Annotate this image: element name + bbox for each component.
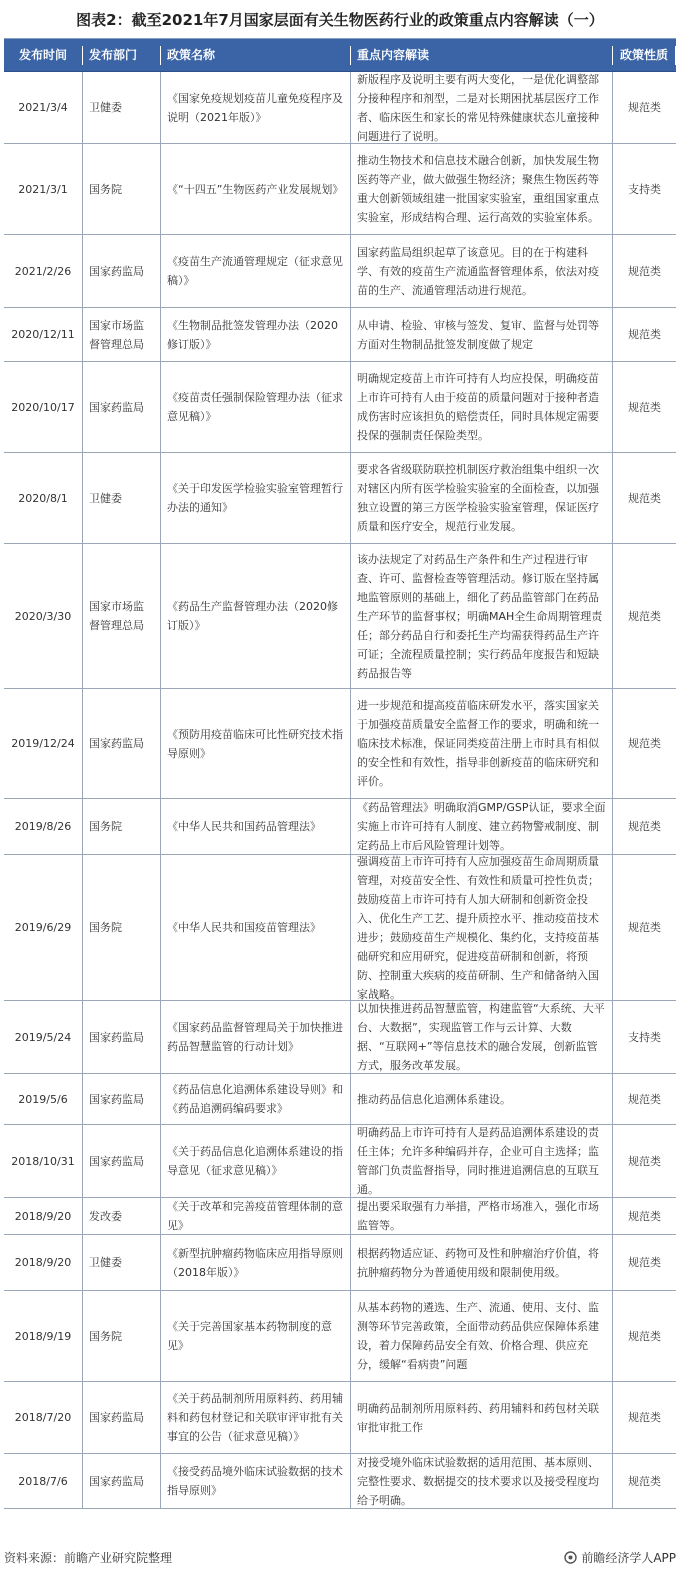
- cell-date: 2018/9/20: [4, 1235, 83, 1290]
- cell-date: 2019/8/26: [4, 799, 83, 854]
- table-row: [4, 453, 676, 544]
- header-date: 发布时间: [4, 46, 83, 65]
- cell-policy-name: 《预防用疫苗临床可比性研究技术指导原则》: [161, 689, 351, 798]
- cell-policy-name: 《关于改革和完善疫苗管理体制的意见》: [161, 1198, 351, 1234]
- cell-policy-type: 规范类: [628, 101, 661, 114]
- cell-date: 2021/2/26: [4, 235, 83, 307]
- cell-policy-name: 《国家免疫规划疫苗儿童免疫程序及说明（2021年版）》: [161, 72, 351, 143]
- table-row: [4, 362, 676, 453]
- cell-policy-name: 《药品信息化追溯体系建设导则》和《药品追溯码编码要求》: [161, 1074, 351, 1124]
- cell-dept: 国务院: [83, 1291, 161, 1381]
- cell-dept: 卫健委: [83, 453, 161, 543]
- cell-date: 2019/12/24: [4, 689, 83, 798]
- table-row: [4, 1235, 676, 1291]
- cell-policy-name: 《关于印发医学检验实验室管理暂行办法的通知》: [161, 453, 351, 543]
- footer: [4, 1544, 676, 1570]
- table-body: [4, 72, 676, 1509]
- cell-dept: 国家药监局: [83, 235, 161, 307]
- cell-content: 新版程序及说明主要有两大变化，一是优化调整部分接种程序和剂型，二是对长期困扰基层医疗工作者、临床医生和家长的常见特殊健康状态儿童接种问题进行了说明。: [351, 72, 613, 143]
- cell-date: 2018/7/6: [4, 1454, 83, 1508]
- table-row: [4, 1001, 676, 1074]
- cell-content: 要求各省级联防联控机制医疗救治组集中组织一次对辖区内所有医学检验实验室的全面检查，以加强独立设置的第三方医学检验实验室管理，保证医疗质量和医疗安全，规范行业发展。: [351, 453, 613, 543]
- brand-label: 前瞻经济学人APP: [581, 1550, 676, 1565]
- cell-content: 国家药监局组织起草了该意见。目的在于构建科学、有效的疫苗生产流通监督管理体系，依法对疫苗的生产、流通管理活动进行规范。: [351, 235, 613, 307]
- cell-dept: 国家药监局: [83, 1001, 161, 1073]
- cell-policy-type: 规范类: [628, 1154, 661, 1168]
- cell-policy-type: 规范类: [628, 820, 661, 833]
- cell-policy-type: 规范类: [628, 1256, 661, 1269]
- table-row: [4, 1125, 676, 1198]
- table-row: [4, 544, 676, 689]
- cell-policy-type: 规范类: [628, 737, 661, 750]
- header-type: 政策性质: [613, 46, 676, 65]
- cell-date: 2018/7/20: [4, 1382, 83, 1453]
- brand: [564, 1549, 676, 1566]
- cell-policy-type: 规范类: [628, 1329, 661, 1343]
- table-row: [4, 799, 676, 855]
- cell-content: 该办法规定了对药品生产条件和生产过程进行审查、许可、监督检查等管理活动。修订版在坚持属地监管原则的基础上，细化了药品监管部门在药品生产环节的监督事权；明确MAH全生命周期管理责任；部分药品自行和委托生产均需获得药品生产许可证；全流程质量控制；实行药品年度报告和短缺药品报告等: [351, 544, 613, 688]
- policy-table: [4, 38, 676, 1509]
- table-row: [4, 1382, 676, 1454]
- cell-dept: 卫健委: [83, 72, 161, 143]
- cell-date: 2019/5/24: [4, 1001, 83, 1073]
- cell-policy-type: 规范类: [628, 1411, 661, 1424]
- cell-policy-type: 规范类: [628, 1474, 661, 1488]
- cell-content: 明确药品上市许可持有人是药品追溯体系建设的责任主体；允许多种编码并存，企业可自主选择；监管部门负责监督指导，同时推进追溯信息的互联互通。: [351, 1125, 613, 1197]
- cell-content: 对接受境外临床试验数据的适用范围、基本原则、完整性要求、数据提交的技术要求以及接受程度均给予明确。: [351, 1454, 613, 1508]
- cell-policy-type: 支持类: [628, 1030, 661, 1044]
- cell-policy-name: 《“十四五”生物医药产业发展规划》: [161, 144, 351, 234]
- cell-dept: 国家市场监督管理总局: [83, 544, 161, 688]
- table-header-row: [4, 39, 676, 72]
- cell-policy-type: 规范类: [628, 400, 661, 414]
- cell-date: 2021/3/4: [4, 72, 83, 143]
- header-name: 政策名称: [161, 46, 351, 65]
- cell-content: 根据药物适应证、药物可及性和肿瘤治疗价值，将抗肿瘤药物分为普通使用级和限制使用级。: [351, 1235, 613, 1290]
- brand-logo-icon: [564, 1551, 577, 1564]
- cell-content: 明确规定疫苗上市许可持有人均应投保，明确疫苗上市许可持有人由于疫苗的质量问题对于接种者造成伤害时应该担负的赔偿责任，同时具体规定需要投保的强制责任保险类型。: [351, 362, 613, 452]
- cell-dept: 国家药监局: [83, 1125, 161, 1197]
- cell-policy-type: 规范类: [628, 1209, 661, 1223]
- table-row: [4, 689, 676, 799]
- cell-content: 从申请、检验、审核与签发、复审、监督与处罚等方面对生物制品批签发制度做了规定: [351, 308, 613, 361]
- cell-dept: 国家药监局: [83, 689, 161, 798]
- cell-content: 以加快推进药品智慧监管，构建监管“大系统、大平台、大数据”，实现监管工作与云计算、大数据、“互联网+”等信息技术的融合发展，创新监管方式，服务改革发展。: [351, 1001, 613, 1073]
- cell-policy-name: 《疫苗责任强制保险管理办法（征求意见稿）》: [161, 362, 351, 452]
- cell-date: 2018/9/19: [4, 1291, 83, 1381]
- cell-policy-name: 《中华人民共和国疫苗管理法》: [161, 855, 351, 1000]
- cell-policy-name: 《关于药品制剂所用原料药、药用辅料和药包材登记和关联审评审批有关事宜的公告（征求意见稿）》: [161, 1382, 351, 1453]
- cell-date: 2020/10/17: [4, 362, 83, 452]
- cell-content: 明确药品制剂所用原料药、药用辅料和药包材关联审批审批工作: [351, 1382, 613, 1453]
- cell-policy-type: 规范类: [628, 921, 661, 934]
- table-row: [4, 1291, 676, 1382]
- table-row: [4, 144, 676, 235]
- chart-title: 图表2：截至2021年7月国家层面有关生物医药行业的政策重点内容解读（一）: [76, 11, 604, 29]
- table-row: [4, 72, 676, 144]
- cell-dept: 国家药监局: [83, 1382, 161, 1453]
- header-content: 重点内容解读: [351, 46, 613, 65]
- cell-date: 2019/5/6: [4, 1074, 83, 1124]
- cell-content: 《药品管理法》明确取消GMP/GSP认证，要求全面实施上市许可持有人制度、建立药物警戒制度、制定药品上市后风险管理计划等。: [351, 799, 613, 854]
- cell-content: 提出要采取强有力举措，严格市场准入，强化市场监管等。: [351, 1198, 613, 1234]
- source-note: 资料来源：前瞻产业研究院整理: [4, 1550, 173, 1565]
- table-row: [4, 855, 676, 1001]
- cell-policy-name: 《疫苗生产流通管理规定（征求意见稿）》: [161, 235, 351, 307]
- cell-dept: 国家药监局: [83, 1454, 161, 1508]
- table-row: [4, 235, 676, 308]
- cell-policy-name: 《生物制品批签发管理办法（2020修订版）》: [161, 308, 351, 361]
- cell-policy-name: 《新型抗肿瘤药物临床应用指导原则（2018年版）》: [161, 1235, 351, 1290]
- cell-policy-type: 规范类: [628, 491, 661, 505]
- cell-policy-name: 《国家药品监督管理局关于加快推进药品智慧监管的行动计划》: [161, 1001, 351, 1073]
- cell-dept: 国家药监局: [83, 362, 161, 452]
- cell-date: 2020/8/1: [4, 453, 83, 543]
- cell-dept: 国务院: [83, 855, 161, 1000]
- cell-dept: 国务院: [83, 144, 161, 234]
- cell-dept: 国家市场监督管理总局: [83, 308, 161, 361]
- cell-policy-name: 《接受药品境外临床试验数据的技术指导原则》: [161, 1454, 351, 1508]
- table-row: [4, 1198, 676, 1235]
- cell-policy-name: 《药品生产监督管理办法（2020修订版）》: [161, 544, 351, 688]
- cell-dept: 国家药监局: [83, 1074, 161, 1124]
- header-dept: 发布部门: [83, 46, 161, 65]
- cell-policy-name: 《关于完善国家基本药物制度的意见》: [161, 1291, 351, 1381]
- cell-date: 2018/9/20: [4, 1198, 83, 1234]
- cell-policy-type: 规范类: [628, 264, 661, 278]
- cell-date: 2020/3/30: [4, 544, 83, 688]
- table-row: [4, 1074, 676, 1125]
- cell-date: 2018/10/31: [4, 1125, 83, 1197]
- cell-policy-type: 规范类: [628, 1092, 661, 1106]
- cell-policy-name: 《关于药品信息化追溯体系建设的指导意见（征求意见稿）》: [161, 1125, 351, 1197]
- cell-date: 2020/12/11: [4, 308, 83, 361]
- table-row: [4, 308, 676, 362]
- cell-policy-type: 规范类: [628, 328, 661, 341]
- cell-date: 2019/6/29: [4, 855, 83, 1000]
- cell-policy-type: 规范类: [628, 609, 661, 623]
- cell-dept: 国务院: [83, 799, 161, 854]
- table-row: [4, 1454, 676, 1509]
- cell-dept: 卫健委: [83, 1235, 161, 1290]
- cell-date: 2021/3/1: [4, 144, 83, 234]
- cell-content: 从基本药物的遴选、生产、流通、使用、支付、监测等环节完善政策，全面带动药品供应保障体系建设，着力保障药品安全有效、价格合理、供应充分，缓解“看病贵”问题: [351, 1291, 613, 1381]
- cell-dept: 发改委: [83, 1198, 161, 1234]
- cell-policy-type: 支持类: [628, 182, 661, 196]
- cell-content: 进一步规范和提高疫苗临床研发水平，落实国家关于加强疫苗质量安全监督工作的要求，明确和统一临床技术标准，保证同类疫苗注册上市时具有相似的安全性和有效性，指导非创新疫苗的临床研究和评价。: [351, 689, 613, 798]
- cell-content: 强调疫苗上市许可持有人应加强疫苗生命周期质量管理，对疫苗安全性、有效性和质量可控性负责；鼓励疫苗上市许可持有人加大研制和创新资金投入、优化生产工艺、提升质控水平、推动疫苗技术进步；鼓励疫苗生产规模化、集约化，支持疫苗基础研究和应用研究，促进疫苗研制和创新，将预防、控制重大疾病的疫苗研制、生产和储备纳入国家战略。: [351, 855, 613, 1000]
- cell-content: 推动生物技术和信息技术融合创新，加快发展生物医药等产业，做大做强生物经济；聚焦生物医药等重大创新领域组建一批国家实验室，重组国家重点实验室，形成结构合理、运行高效的实验室体系。: [351, 144, 613, 234]
- cell-policy-name: 《中华人民共和国药品管理法》: [161, 799, 351, 854]
- cell-content: 推动药品信息化追溯体系建设。: [351, 1074, 613, 1124]
